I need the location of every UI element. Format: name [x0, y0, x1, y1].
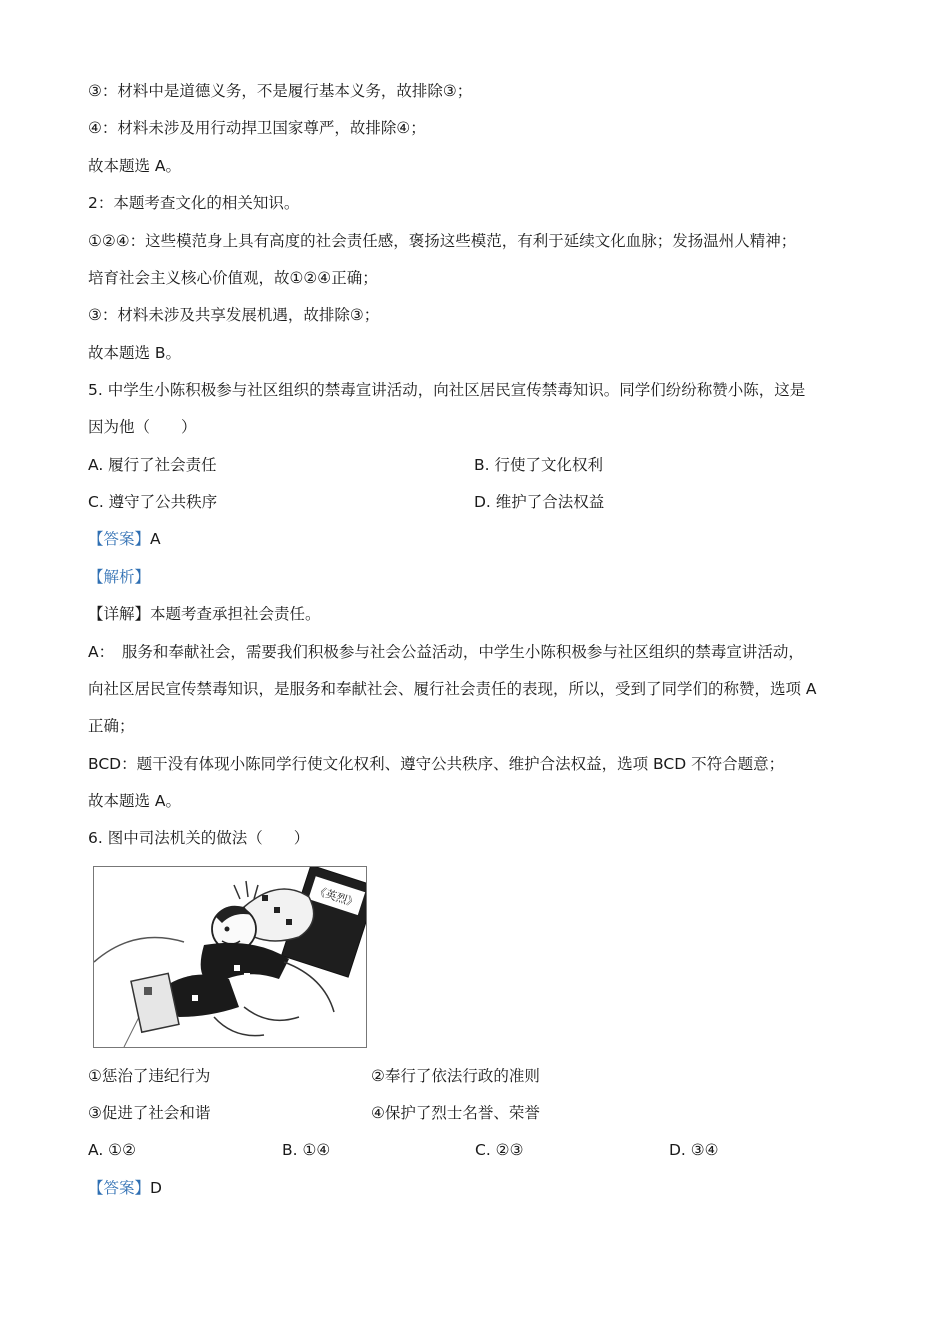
q5-stem-line1: 5. 中学生小陈积极参与社区组织的禁毒宣讲活动，向社区居民宣传禁毒知识。同学们纷纷称赞小陈，这是: [88, 381, 806, 399]
block2-line4: ③：材料未涉及共享发展机遇，故排除③；: [88, 306, 380, 324]
q5-option-a: A. 履行了社会责任: [88, 456, 217, 474]
q6-option-d: D. ③④: [669, 1141, 719, 1159]
block2-line5: 故本题选 B。: [88, 344, 182, 362]
block1-line3: 故本题选 A。: [88, 157, 182, 175]
q5-explanation-line4: BCD：题干没有体现小陈同学行使文化权利、遵守公共秩序、维护合法权益，选项 BCD 不符合题意；: [88, 755, 785, 773]
block2-line2: ①②④：这些模范身上具有高度的社会责任感，褒扬这些模范，有利于延续文化血脉；发扬温州人精神；: [88, 232, 797, 250]
q5-option-d: D. 维护了合法权益: [474, 493, 605, 511]
q5-answer-row: [88, 528, 161, 550]
q6-answer-row: [88, 1177, 162, 1199]
q5-detail-row: [88, 603, 321, 625]
q6-option-c: C. ②③: [475, 1141, 524, 1159]
q5-stem-line2: 因为他（ ）: [88, 418, 197, 436]
cartoon-illustration: [94, 867, 366, 1047]
block1-line2: ④：材料未涉及用行动捍卫国家尊严，故排除④；: [88, 119, 426, 137]
q6-statement-3: ③促进了社会和谐: [88, 1104, 211, 1122]
q5-explanation-line5: 故本题选 A。: [88, 792, 182, 810]
q5-explanation-line1: A： 服务和奉献社会，需要我们积极参与社会公益活动，中学生小陈积极参与社区组织的禁毒宣讲活动，: [88, 643, 804, 661]
q6-option-b: B. ①④: [282, 1141, 331, 1159]
block2-line1: 2：本题考查文化的相关知识。: [88, 194, 300, 212]
q6-cartoon-image: [93, 866, 367, 1048]
q6-stem: 6. 图中司法机关的做法（ ）: [88, 829, 310, 847]
q6-statement-4: ④保护了烈士名誉、荣誉: [371, 1104, 540, 1122]
block2-line3: 培育社会主义核心价值观，故①②④正确；: [88, 269, 378, 287]
q6-answer-value: D: [150, 1179, 162, 1197]
q5-detail-tag: 【详解】: [88, 605, 151, 623]
cartoon-book-title: 《英烈》: [313, 884, 360, 911]
q5-answer-value: A: [150, 530, 161, 548]
q5-option-c: C. 遵守了公共秩序: [88, 493, 218, 511]
q5-detail-text: 本题考查承担社会责任。: [150, 605, 321, 623]
q5-option-b: B. 行使了文化权利: [474, 456, 603, 474]
q5-answer-tag: 【答案】: [88, 530, 151, 548]
q5-explanation-line3: 正确；: [88, 717, 135, 735]
q6-answer-tag: 【答案】: [88, 1179, 151, 1197]
q6-option-a: A. ①②: [88, 1141, 136, 1159]
block1-line1: ③：材料中是道德义务，不是履行基本义务，故排除③；: [88, 82, 473, 100]
q5-analysis-tag: 【解析】: [88, 568, 151, 586]
q5-explanation-line2: 向社区居民宣传禁毒知识，是服务和奉献社会、履行社会责任的表现，所以，受到了同学们的称赞，选项 A: [88, 680, 817, 698]
q6-statement-2: ②奉行了依法行政的准则: [371, 1067, 540, 1085]
q6-statement-1: ①惩治了违纪行为: [88, 1067, 211, 1085]
